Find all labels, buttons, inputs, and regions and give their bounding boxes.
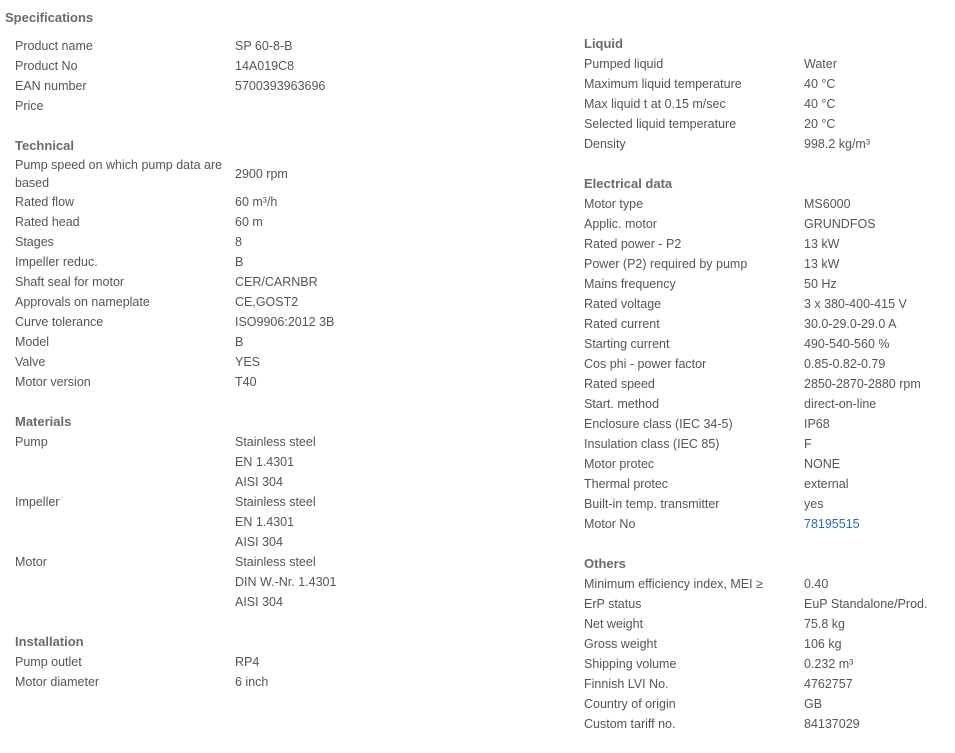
spec-label: Density — [584, 137, 626, 151]
section-title-others: Others — [584, 556, 626, 571]
spec-label: Pump speed on which pump data are based — [15, 158, 223, 190]
spec-row-selected-liquid-temp — [584, 114, 954, 134]
spec-label: Starting current — [584, 337, 670, 351]
spec-label: Motor type — [584, 197, 644, 211]
spec-row-pump-outlet — [15, 652, 555, 672]
section-title-installation: Installation — [15, 634, 84, 649]
spec-label: ErP status — [584, 597, 642, 611]
spec-row-rated-speed — [584, 374, 954, 394]
spec-value: direct-on-line — [804, 397, 877, 411]
spec-row-motor-no — [584, 514, 954, 534]
spec-value: 6 inch — [235, 675, 269, 689]
spec-label: Model — [15, 335, 50, 349]
spec-label: Product name — [15, 39, 93, 53]
spec-value: IP68 — [804, 417, 830, 431]
material-line: Stainless steel — [235, 435, 316, 449]
spec-value: 84137029 — [804, 717, 860, 731]
spec-row-motor-type — [584, 194, 954, 214]
spec-label: Max liquid t at 0.15 m/sec — [584, 97, 726, 111]
spec-value: 40 °C — [804, 97, 836, 111]
spec-row-thermal-protec — [584, 474, 954, 494]
material-line: EN 1.4301 — [235, 515, 295, 529]
spec-label: Built-in temp. transmitter — [584, 497, 720, 511]
spec-row-finnish-lvi — [584, 674, 954, 694]
spec-label: Motor diameter — [15, 675, 100, 689]
spec-value: 50 Hz — [804, 277, 837, 291]
technical-section — [15, 136, 555, 392]
spec-value: 2850-2870-2880 rpm — [804, 377, 921, 391]
spec-label: Price — [15, 99, 44, 113]
material-line: AISI 304 — [235, 595, 283, 609]
spec-label: Insulation class (IEC 85) — [584, 437, 720, 451]
spec-label: Country of origin — [584, 697, 676, 711]
spec-row-impeller-reduc — [15, 252, 555, 272]
section-title-electrical: Electrical data — [584, 176, 673, 191]
spec-value: 490-540-560 % — [804, 337, 890, 351]
spec-value: CER/CARNBR — [235, 275, 318, 289]
liquid-section — [584, 34, 954, 154]
spec-value: 13 kW — [804, 257, 840, 271]
spec-label: Motor protec — [584, 457, 655, 471]
section-title-liquid: Liquid — [584, 36, 623, 51]
spec-row-rated-voltage — [584, 294, 954, 314]
spec-value — [235, 552, 555, 612]
spec-row-motor-material — [15, 552, 555, 612]
spec-row-max-liquid-temp — [584, 74, 954, 94]
section-title-technical: Technical — [15, 138, 75, 153]
spec-row-rated-head — [15, 212, 555, 232]
spec-label: Motor No — [584, 517, 636, 531]
spec-label: Mains frequency — [584, 277, 676, 291]
spec-row-insulation-class — [584, 434, 954, 454]
spec-row-product-name — [15, 36, 555, 56]
spec-label: Shipping volume — [584, 657, 677, 671]
spec-value: external — [804, 477, 849, 491]
spec-value: 13 kW — [804, 237, 840, 251]
spec-label: Applic. motor — [584, 217, 657, 231]
spec-row-starting-current — [584, 334, 954, 354]
spec-row-applic-motor — [584, 214, 954, 234]
spec-label: Curve tolerance — [15, 315, 104, 329]
spec-label: Net weight — [584, 617, 644, 631]
spec-row-country-of-origin — [584, 694, 954, 714]
spec-value: 4762757 — [804, 677, 853, 691]
spec-label: Pump — [15, 435, 48, 449]
spec-row-motor-version — [15, 372, 555, 392]
spec-label: Finnish LVI No. — [584, 677, 669, 691]
material-line: AISI 304 — [235, 475, 283, 489]
spec-value: 60 m — [235, 215, 263, 229]
spec-row-curve-tolerance — [15, 312, 555, 332]
spec-label: Maximum liquid temperature — [584, 77, 742, 91]
spec-row-approvals — [15, 292, 555, 312]
spec-label: Stages — [15, 235, 54, 249]
spec-row-shipping-volume — [584, 654, 954, 674]
spec-label: Shaft seal for motor — [15, 275, 125, 289]
others-section — [584, 554, 954, 734]
electrical-section — [584, 174, 954, 534]
spec-value: 2900 rpm — [235, 167, 288, 181]
spec-value: 0.40 — [804, 577, 829, 591]
spec-value — [235, 492, 555, 552]
spec-label: Motor version — [15, 375, 91, 389]
spec-row-temp-transmitter — [584, 494, 954, 514]
right-column — [584, 34, 954, 734]
spec-label: Gross weight — [584, 637, 657, 651]
spec-value: yes — [804, 497, 824, 511]
material-line: Stainless steel — [235, 555, 316, 569]
spec-value-cell — [804, 514, 954, 534]
spec-label: Rated voltage — [584, 297, 662, 311]
spec-value: 20 °C — [804, 117, 836, 131]
spec-value — [235, 96, 555, 116]
spec-row-rated-flow — [15, 192, 555, 212]
spec-value: 3 x 380-400-415 V — [804, 297, 907, 311]
spec-row-stages — [15, 232, 555, 252]
left-column — [15, 36, 555, 692]
spec-label: Thermal protec — [584, 477, 669, 491]
spec-row-cos-phi — [584, 354, 954, 374]
spec-label: Rated current — [584, 317, 660, 331]
spec-label: Enclosure class (IEC 34-5) — [584, 417, 733, 431]
spec-value: 8 — [235, 235, 242, 249]
spec-value: T40 — [235, 375, 257, 389]
spec-label: Rated head — [15, 215, 80, 229]
spec-row-pump-speed — [15, 156, 555, 192]
general-section — [15, 36, 555, 116]
material-line: Stainless steel — [235, 495, 316, 509]
spec-value: 30.0-29.0-29.0 A — [804, 317, 897, 331]
spec-value: RP4 — [235, 655, 260, 669]
motor-no-link[interactable]: 78195515 — [804, 517, 860, 531]
spec-value: 998.2 kg/m³ — [804, 137, 871, 151]
spec-row-impeller-material — [15, 492, 555, 552]
spec-value: B — [235, 255, 244, 269]
spec-row-product-no — [15, 56, 555, 76]
spec-value: 5700393963696 — [235, 79, 326, 93]
spec-row-gross-weight — [584, 634, 954, 654]
spec-row-max-liquid-t-velocity — [584, 94, 954, 114]
spec-value: ISO9906:2012 3B — [235, 315, 335, 329]
spec-value: SP 60-8-B — [235, 39, 293, 53]
spec-row-motor-diameter — [15, 672, 555, 692]
spec-row-enclosure-class — [584, 414, 954, 434]
spec-label: Motor — [15, 555, 47, 569]
spec-label: Rated power - P2 — [584, 237, 682, 251]
spec-label: Impeller reduc. — [15, 255, 98, 269]
spec-row-start-method — [584, 394, 954, 414]
spec-value: 106 kg — [804, 637, 842, 651]
spec-row-rated-current — [584, 314, 954, 334]
spec-label: Minimum efficiency index, MEI ≥ — [584, 577, 763, 591]
spec-value: Water — [804, 57, 837, 71]
spec-value: 14A019C8 — [235, 59, 295, 73]
spec-value: 60 m³/h — [235, 195, 278, 209]
spec-label: Valve — [15, 355, 46, 369]
spec-value: 0.232 m³ — [804, 657, 854, 671]
page-title: Specifications — [5, 10, 94, 25]
spec-row-mei — [584, 574, 954, 594]
spec-label: Impeller — [15, 495, 60, 509]
materials-section — [15, 412, 555, 612]
spec-row-density — [584, 134, 954, 154]
spec-label: Rated flow — [15, 195, 75, 209]
spec-row-shaft-seal — [15, 272, 555, 292]
spec-row-mains-frequency — [584, 274, 954, 294]
spec-value — [235, 432, 555, 492]
spec-label: Pump outlet — [15, 655, 82, 669]
spec-label: EAN number — [15, 79, 87, 93]
spec-value: 40 °C — [804, 77, 836, 91]
spec-value: B — [235, 335, 244, 349]
spec-value: NONE — [804, 457, 841, 471]
spec-value: F — [804, 437, 812, 451]
spec-value: GRUNDFOS — [804, 217, 876, 231]
material-line: AISI 304 — [235, 535, 283, 549]
spec-label: Pumped liquid — [584, 57, 664, 71]
spec-row-motor-protec — [584, 454, 954, 474]
spec-value: MS6000 — [804, 197, 851, 211]
spec-row-ean — [15, 76, 555, 96]
spec-value: EuP Standalone/Prod. — [804, 597, 928, 611]
spec-row-erp-status — [584, 594, 954, 614]
spec-row-net-weight — [584, 614, 954, 634]
spec-label: Custom tariff no. — [584, 717, 676, 731]
material-line: DIN W.-Nr. 1.4301 — [235, 575, 337, 589]
material-line: EN 1.4301 — [235, 455, 295, 469]
spec-row-power-required — [584, 254, 954, 274]
spec-value: 0.85-0.82-0.79 — [804, 357, 886, 371]
spec-row-pump-material — [15, 432, 555, 492]
spec-label: Selected liquid temperature — [584, 117, 737, 131]
spec-row-pumped-liquid — [584, 54, 954, 74]
spec-label: Start. method — [584, 397, 660, 411]
spec-label: Rated speed — [584, 377, 655, 391]
spec-value: GB — [804, 697, 823, 711]
spec-row-custom-tariff — [584, 714, 954, 734]
spec-value: YES — [235, 355, 261, 369]
spec-label: Approvals on nameplate — [15, 295, 150, 309]
spec-row-rated-power — [584, 234, 954, 254]
spec-label: Cos phi - power factor — [584, 357, 707, 371]
spec-row-valve — [15, 352, 555, 372]
spec-label: Power (P2) required by pump — [584, 257, 748, 271]
spec-row-price — [15, 96, 555, 116]
installation-section — [15, 632, 555, 692]
spec-value: CE,GOST2 — [235, 295, 299, 309]
spec-value: 75.8 kg — [804, 617, 846, 631]
spec-label: Product No — [15, 59, 78, 73]
section-title-materials: Materials — [15, 414, 72, 429]
spec-row-model — [15, 332, 555, 352]
